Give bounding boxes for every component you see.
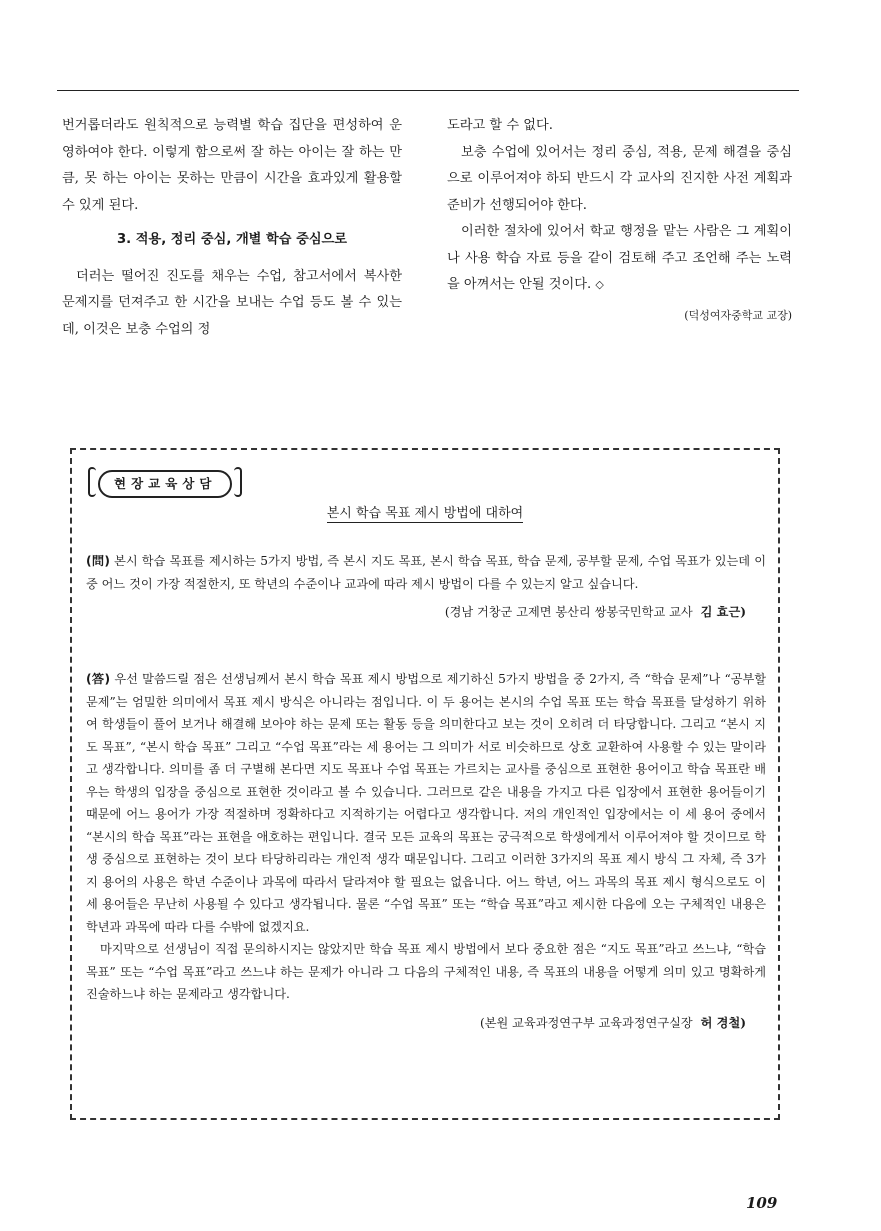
answer-attribution [86, 1012, 766, 1035]
article-left-column [62, 113, 402, 343]
left-paragraph-1: 번거롭더라도 원칙적으로 능력별 학습 집단을 편성하여 운영하여야 한다. 이렇게 함으로써 잘 하는 아이는 잘 하는 만큼, 못 하는 아이는 못하는 만큼이 시간을 효과있게 활용할 수 있게 된다. [62, 118, 402, 213]
question-marker: (問) [86, 554, 110, 568]
answer-author-name: 허 경철) [700, 1015, 746, 1030]
consultation-box [70, 448, 780, 1120]
question-attribution-text: (경남 거창군 고제면 봉산리 쌍봉국민학교 교사 [444, 605, 693, 619]
top-rule [57, 90, 799, 91]
box-title-text: 본시 학습 목표 제시 방법에 대하여 [326, 506, 524, 521]
question-attribution [86, 601, 766, 624]
answer-block [86, 668, 766, 1034]
right-paragraph-3 [447, 219, 792, 299]
right-paragraph-3-text: 이러한 절차에 있어서 학교 행정을 맡는 사람은 그 계획이나 사용 학습 자료 등을 같이 검토해 주고 조언해 주는 노력을 아껴서는 안될 것이다. [447, 224, 792, 292]
question-text: 본시 학습 목표를 제시하는 5가지 방법, 즉 본시 지도 목표, 본시 학습 목표, 학습 문제, 공부할 문제, 수업 목표가 있는데 이 중 어느 것이 가장 적절한지, 또 학년의 수준이나 교과에 따라 제시 방법이 다를 수 있는지 알고 싶습니다. [86, 554, 767, 591]
end-mark-icon: ◇ [595, 278, 604, 291]
answer-attribution-text: (본원 교육과정연구부 교육과정연구실장 [480, 1015, 693, 1030]
answer-text: 우선 말씀드릴 점은 선생님께서 본시 학습 목표 제시 방법으로 제기하신 5가지 방법을 중 2가지, 즉 “학습 문제”나 “공부할 문제”는 엄밀한 의미에서 목표 제시 방식은 아니라는 점입니다. 이 두 용어는 본시의 수업 목표 또는 학습 목표를 달성하기 위하여 학생들이 풀어 보거나 해결해 보아야 하는 문제 또는 활동 등을 의미한다고 보는 것이 오히려 더 타당합니다. 그리고 “본시 지도 목표”, “본시 학습 목표” 그리고 “수업 목표”라는 세 용어는 그 의미가 서로 비슷하므로 상호 교환하여 사용할 수 있는 말이라고 생각합니다. 의미를 좀 더 구별해 본다면 지도 목표나 수업 목표는 가르치는 교사를 중심으로 표현한 용어이고 학습 목표란 배우는 학생의 입장을 중심으로 표현한 것이라고 볼 수 있습니다. 그러므로 같은 내용을 가지고 다른 입장에서 표현한 용어들이기 때문에 어느 용어가 가장 적절하며 정확하다고 지적하기는 어렵다고 생각합니다. 저의 개인적인 입장에서는 이 세 용어 중에서 “본시의 학습 목표”라는 표현을 애호하는 편입니다. 결국 모든 교육의 목표는 궁극적으로 학생에게서 이루어져야 할 것이므로 학생 중심으로 표현하는 것이 보다 타당하리라는 개인적 생각 때문입니다. 그리고 이러한 3가지의 목표 제시 방식 그 자체, 즉 3가지 용어의 사용은 학년 수준이나 과목에 따라서 달라져야 할 필요는 없읍니다. 어느 학년, 어느 과목의 목표 제시 형식으로도 이 세 용어들은 무난히 사용될 수 있다고 생각됩니다. 물론 “수업 목표” 또는 “학습 목표”라고 제시한 다음에 오는 구체적인 내용은 학년과 과목에 따라 다를 수밖에 없겠지요. [86, 672, 767, 934]
answer-text-paragraph-2: 마지막으로 선생님이 직접 문의하시지는 않았지만 학습 목표 제시 방법에서 보다 중요한 점은 “지도 목표”라고 쓰느냐, “학습 목표” 또는 “수업 목표”라고 쓰느냐 하는 문제가 아니라 그 다음의 구체적인 내용, 즉 목표의 내용을 어떻게 의미 있고 명확하게 진술하느냐 하는 문제라고 생각합니다. [86, 942, 766, 1001]
article-right-column [447, 113, 792, 329]
author-affiliation: (덕성여자중학교 교장) [684, 308, 792, 322]
question-text-paragraph [86, 550, 766, 595]
section-heading: 3. 적용, 정리 중심, 개별 학습 중심으로 [116, 232, 348, 247]
box-label: 현장교육상담 [98, 470, 232, 498]
question-block [86, 550, 766, 624]
page-number: 109 [746, 1194, 778, 1212]
right-paragraph-2: 보충 수업에 있어서는 정리 중심, 적용, 문제 해결을 중심으로 이루어져야 하되 반드시 각 교사의 진지한 사전 계획과 준비가 선행되어야 한다. [447, 144, 792, 213]
left-paragraph-2: 더러는 떨어진 진도를 채우는 수업, 참고서에서 복사한 문제지를 던져주고 한 시간을 보내는 수업 등도 볼 수 있는데, 이것은 보충 수업의 정 [62, 268, 402, 337]
answer-marker: (答) [86, 672, 111, 686]
right-paragraph-1: 도라고 할 수 없다. [447, 118, 553, 133]
answer-text-paragraph [86, 668, 766, 938]
box-title [72, 502, 778, 521]
question-author-name: 김 효근) [700, 605, 746, 619]
